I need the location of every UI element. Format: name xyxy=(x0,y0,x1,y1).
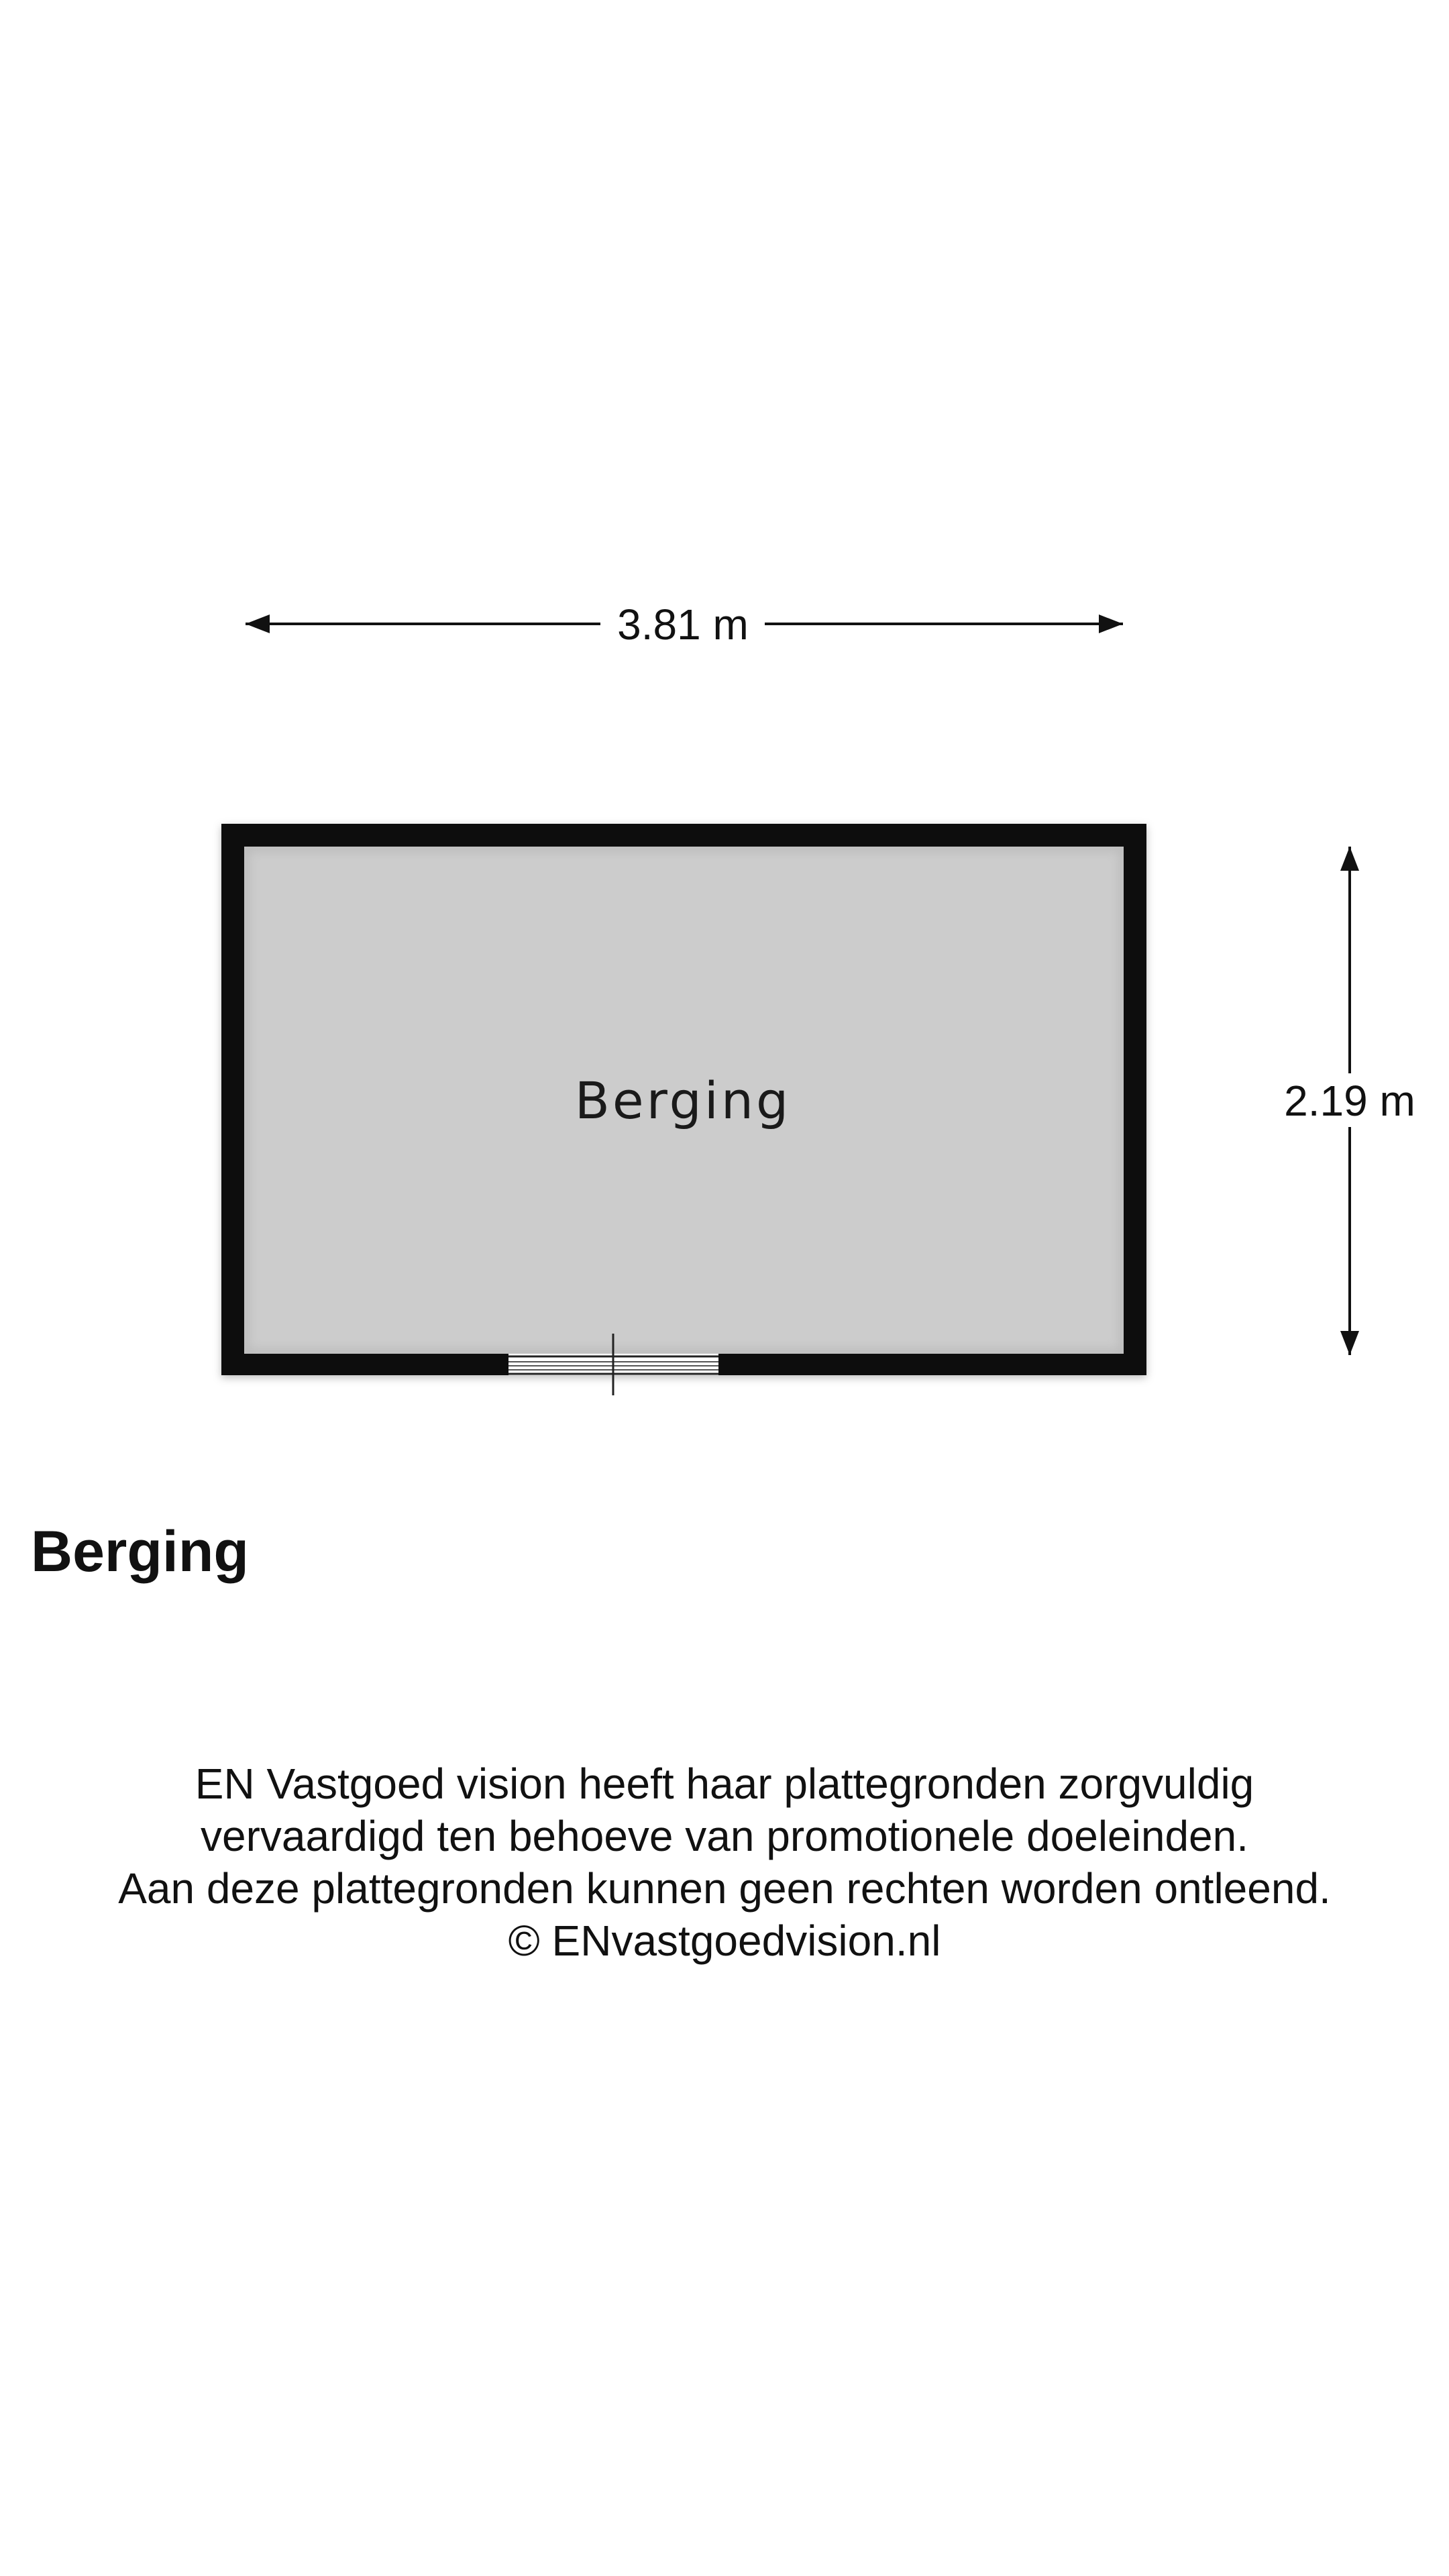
room-berging xyxy=(221,824,1146,1375)
disclaimer-line: vervaardigd ten behoeve van promotionele doeleinden. xyxy=(201,1812,1248,1860)
floor-title: Berging xyxy=(31,1519,249,1584)
width-dimension xyxy=(246,600,1123,649)
disclaimer-line: Aan deze plattegronden kunnen geen rechten worden ontleend. xyxy=(118,1864,1331,1913)
depth-dimension-label: 2.19 m xyxy=(1284,1077,1415,1125)
room-label: Berging xyxy=(574,1071,792,1130)
disclaimer xyxy=(0,1758,1449,1967)
disclaimer-line: EN Vastgoed vision heeft haar plattegronden zorgvuldig xyxy=(195,1760,1254,1808)
depth-dimension xyxy=(1284,847,1415,1355)
copyright-line: © ENvastgoedvision.nl xyxy=(508,1917,941,1965)
width-dimension-label: 3.81 m xyxy=(617,600,749,649)
